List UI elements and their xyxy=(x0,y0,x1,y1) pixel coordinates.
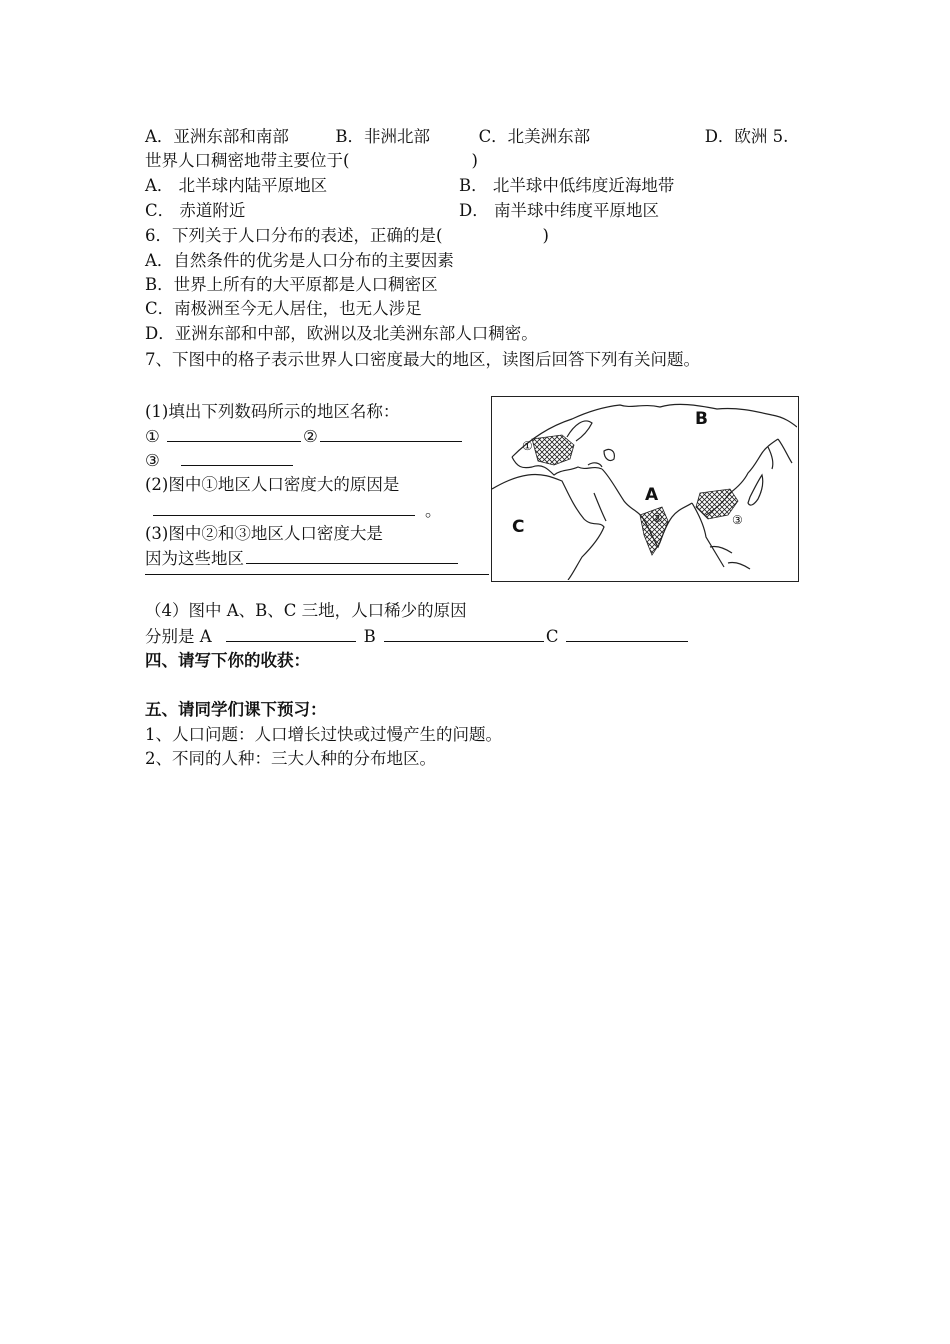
q7-part-3a: (3)图中②和③地区人口密度大是 xyxy=(145,524,383,543)
map-marker-2: ② xyxy=(652,511,663,525)
q7-part-3b: 因为这些地区 xyxy=(145,547,460,570)
answer-blank-b[interactable] xyxy=(384,625,544,642)
q7-blanks-1-2: ① ② xyxy=(145,425,464,448)
answer-blank-5[interactable] xyxy=(246,547,458,564)
answer-blank-1[interactable] xyxy=(167,425,301,442)
q6-option-a: A．自然条件的优劣是人口分布的主要因素 xyxy=(145,251,454,270)
preview-item-2: 2、不同的人种：三大人种的分布地区。 xyxy=(145,749,436,768)
q6-option-c: C．南极洲至今无人居住，也无人涉足 xyxy=(145,299,422,318)
q7-part-4a: （4）图中 A、B、C 三地，人口稀少的原因 xyxy=(145,601,467,620)
map-label-b: B xyxy=(695,409,708,429)
map-label-a: A xyxy=(645,485,659,505)
q7-part-2-answer: 。 xyxy=(145,499,442,522)
map-label-c: C xyxy=(512,517,525,537)
section-4-heading: 四、请写下你的收获： xyxy=(145,651,310,670)
map-marker-3: ③ xyxy=(732,513,743,527)
q4-option-b: B．非洲北部 xyxy=(335,127,431,146)
q5-option-a: A． 北半球内陆平原地区 xyxy=(145,176,328,195)
answer-blank-6[interactable] xyxy=(145,574,489,575)
preview-item-1: 1、人口问题：人口增长过快或过慢产生的问题。 xyxy=(145,725,502,744)
q5-option-c: C． 赤道附近 xyxy=(145,201,246,220)
q7-part-4b: 分别是 A B C xyxy=(145,625,690,648)
answer-blank-a[interactable] xyxy=(226,625,356,642)
answer-blank-2[interactable] xyxy=(320,425,462,442)
answer-blank-4[interactable] xyxy=(153,499,415,516)
q7-part-2: (2)图中①地区人口密度大的原因是 xyxy=(145,475,400,494)
map-marker-1: ① xyxy=(522,439,533,453)
answer-blank-3[interactable] xyxy=(181,449,293,466)
q6-option-b: B．世界上所有的大平原都是人口稠密区 xyxy=(145,275,438,294)
question-5-options-ab xyxy=(145,175,327,197)
question-5-stem: 世界人口稠密地带主要位于( ) xyxy=(145,151,478,170)
q7-part-1: (1)填出下列数码所示的地区名称： xyxy=(145,402,400,421)
q7-blank-3: ③ xyxy=(145,449,295,472)
question-7-stem: 7、下图中的格子表示世界人口密度最大的地区，读图后回答下列有关问题。 xyxy=(145,350,700,369)
question-4-options xyxy=(145,126,788,148)
q5-option-b: B． 北半球中低纬度近海地带 xyxy=(459,176,675,195)
question-6-stem: 6．下列关于人口分布的表述，正确的是( ) xyxy=(145,226,549,245)
section-5-heading: 五、请同学们课下预习： xyxy=(145,700,327,719)
q4-option-d: D．欧洲 5. xyxy=(704,127,789,146)
q5-option-d: D． 南半球中纬度平原地区 xyxy=(459,201,659,220)
q6-option-d: D．亚洲东部和中部，欧洲以及北美洲东部人口稠密。 xyxy=(145,324,538,343)
answer-blank-c[interactable] xyxy=(566,625,688,642)
q4-option-c: C．北美洲东部 xyxy=(478,127,591,146)
q4-option-a: A．亚洲东部和南部 xyxy=(145,127,289,146)
world-population-map xyxy=(491,396,799,582)
